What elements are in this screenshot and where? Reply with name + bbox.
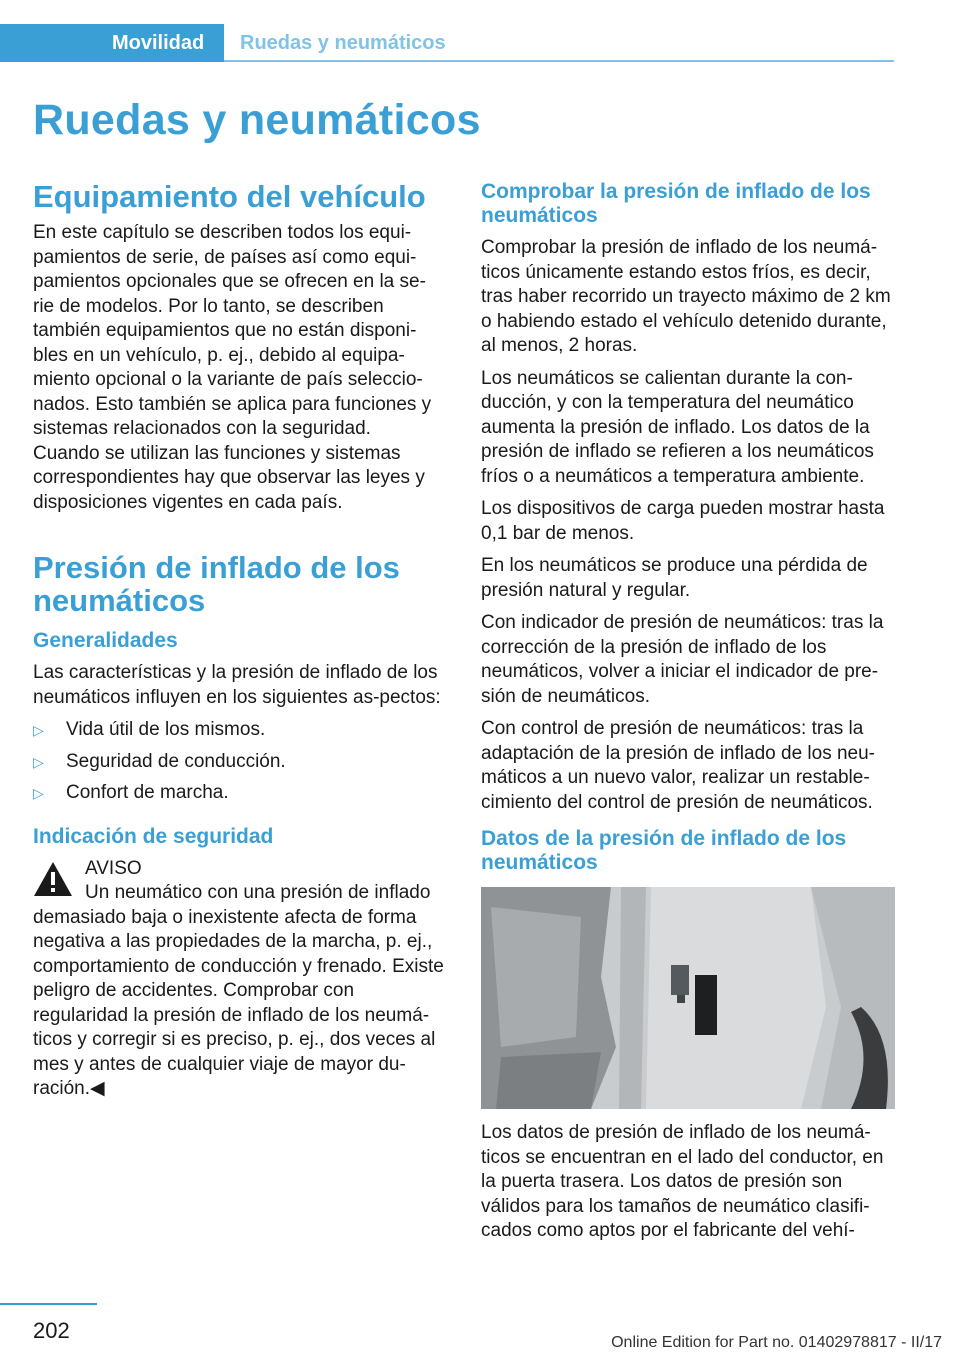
bullet-triangle-icon: ▷ xyxy=(33,785,44,801)
list-item: ▷ Vida útil de los mismos. xyxy=(33,718,447,743)
warning-triangle-icon xyxy=(33,861,73,897)
heading-comprobar: Comprobar la presión de inflado de los neumáticos xyxy=(481,180,871,227)
paragraph-equipamiento-1: En este capítulo se describen todos los equi-pamientos de serie, de países así como equi-pamientos opcionales que se ofrecen en la se-rie de modelos. Por lo tanto, se describen también equipamientos que no están disponi-bles en un vehículo, p. ej., debido al equipa-miento opcional o la variante de país seleccio-nados. Esto también se aplica para funciones y sistemas relacionados con la seguridad. xyxy=(33,222,432,439)
warning-text-rest: demasiado baja o inexistente afecta de forma negativa a las propiedades de la marcha, p. ej., comportamiento de conducción y frenado. Existe peligro de accidentes. Comprobar con regularidad la presión de inflado de los neumá-ticos y corregir si es preciso, p. ej., dos veces al mes y antes de cualquier viaje de mayor du-ración.◀ xyxy=(33,906,444,1099)
heading-indicacion-seguridad: Indicación de seguridad xyxy=(33,824,274,848)
warning-block xyxy=(33,857,447,1102)
heading-equipamiento: Equipamiento del vehículo xyxy=(33,179,426,214)
list-item: ▷ Seguridad de conducción. xyxy=(33,750,447,775)
paragraph-comprobar-2: Los neumáticos se calientan durante la con-ducción, y con la temperatura del neumático aumenta la presión de inflado. Los datos de la presión de inflado se refieren a los neumáticos fríos o a neumáticos a temperatura ambiente. xyxy=(481,367,874,487)
paragraph-comprobar-1: Comprobar la presión de inflado de los neumá-ticos únicamente estando estos fríos, es decir, tras haber recorrido un trayecto máximo de 2 km o habiendo estado el vehículo detenido durante, al menos, 2 horas. xyxy=(481,237,891,356)
edition-footer: Online Edition for Part no. 01402978817 - II/17 xyxy=(611,1334,942,1351)
paragraph-comprobar-5: Con indicador de presión de neumáticos: tras la corrección de la presión de inflado de los neumáticos, volver a iniciar el indicador de pre-sión de neumáticos. xyxy=(481,612,884,707)
header-rule xyxy=(224,60,894,62)
paragraph-comprobar-3: Los dispositivos de carga pueden mostrar hasta 0,1 bar de menos. xyxy=(481,498,885,544)
aspects-list xyxy=(33,718,447,806)
warning-label: AVISO xyxy=(85,857,142,879)
paragraph-datos-1: Los datos de presión de inflado de los neumá-ticos se encuentran en el lado del conductor, en la puerta trasera. Los datos de presión son válidos para los tamaños de neumático clasifi-cados como aptos por el fabricante del vehí- xyxy=(481,1122,884,1241)
bullet-triangle-icon: ▷ xyxy=(33,753,44,770)
left-column xyxy=(33,180,447,1102)
list-item: ▷ Confort de marcha. xyxy=(33,781,447,806)
warning-text-first: Un neumático con una presión de inflado xyxy=(85,882,431,903)
heading-presion: Presión de inflado de los neumáticos xyxy=(33,550,400,618)
subsection-tab-ruedas: Ruedas y neumáticos xyxy=(240,32,446,54)
page-number: 202 xyxy=(33,1318,70,1343)
page-title: Ruedas y neumáticos xyxy=(33,96,481,144)
paragraph-equipamiento-2: Cuando se utilizan las funciones y sistemas correspondientes hay que observar las leyes y disposiciones vigentes en cada país. xyxy=(33,442,425,513)
pressure-label-sticker xyxy=(695,975,717,1035)
paragraph-generalidades: Las características y la presión de inflado de los neumáticos influyen en los siguientes as-pectos: xyxy=(33,662,441,708)
section-tab-movilidad: Movilidad xyxy=(0,24,224,62)
bullet-triangle-icon: ▷ xyxy=(33,722,44,738)
door-pressure-label-photo xyxy=(481,887,895,1109)
right-column xyxy=(481,180,895,1244)
paragraph-comprobar-4: En los neumáticos se produce una pérdida de presión natural y regular. xyxy=(481,555,868,601)
footer-rule xyxy=(0,1303,97,1305)
heading-datos-presion: Datos de la presión de inflado de los neumáticos xyxy=(481,827,847,874)
heading-generalidades: Generalidades xyxy=(33,629,178,652)
paragraph-comprobar-6: Con control de presión de neumáticos: tras la adaptación de la presión de inflado de los neu-máticos a un nuevo valor, realizar un restable-cimiento del control de presión de neumáticos. xyxy=(481,718,876,813)
